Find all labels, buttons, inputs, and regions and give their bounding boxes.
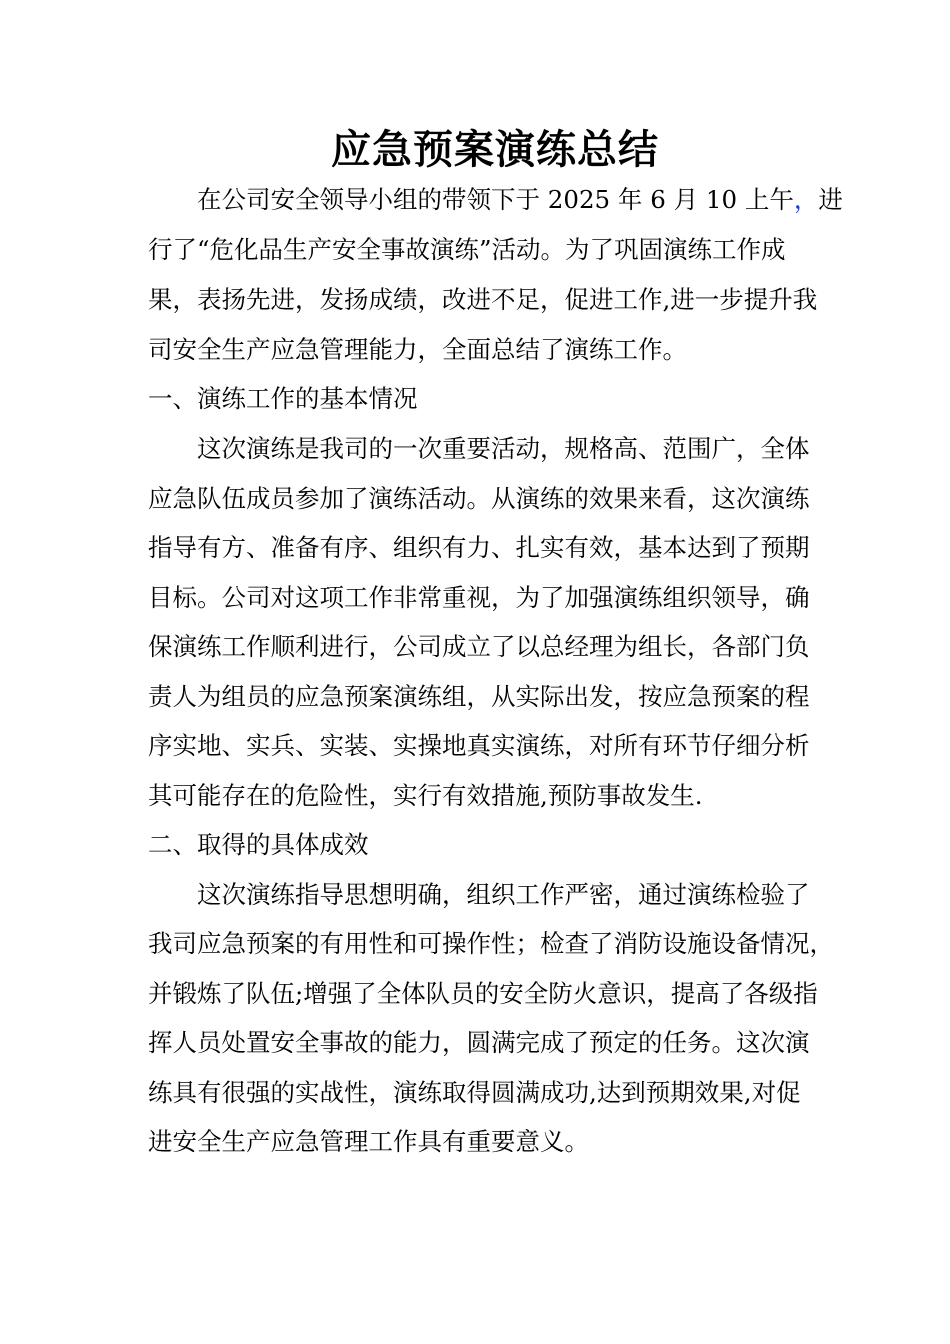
document-title: 应急预案演练总结 [331, 127, 659, 173]
intro-line-2: 行了“危化品生产安全事故演练”活动。为了巩固演练工作成 [148, 235, 786, 264]
section-1-line: 应急队伍成员参加了演练活动。从演练的效果来看，这次演练 [148, 484, 810, 513]
section-1-line: 责人为组员的应急预案演练组，从实际出发，按应急预案的程 [148, 682, 810, 711]
section-1-line: 保演练工作顺利进行，公司成立了以总经理为组长，各部门负 [148, 632, 810, 661]
section-2-line: 我司应急预案的有用性和可操作性；检查了消防设施设备情况， [148, 929, 834, 958]
intro-line-4: 司安全生产应急管理能力，全面总结了演练工作。 [148, 335, 687, 364]
section-1-heading: 一、演练工作的基本情况 [148, 384, 418, 413]
section-1-line: 其可能存在的危险性，实行有效措施,预防事故发生. [148, 781, 703, 810]
section-1-line: 指导有方、准备有序、组织有力、扎实有效，基本达到了预期 [148, 533, 810, 562]
intro-line-3: 果，表扬先进，发扬成绩，改进不足，促进工作,进一步提升我 [148, 285, 818, 314]
section-1-line: 这次演练是我司的一次重要活动，规格高、范围广，全体 [197, 434, 810, 463]
section-1-line: 目标。公司对这项工作非常重视，为了加强演练组织领导，确 [148, 583, 810, 612]
section-2-line: 挥人员处置安全事故的能力，圆满完成了预定的任务。这次演 [148, 1028, 810, 1057]
section-2-line: 练具有很强的实战性，演练取得圆满成功,达到预期效果,对促 [148, 1078, 801, 1107]
intro-line-1-end: 进 [818, 185, 843, 214]
section-1-line: 序实地、实兵、实装、实操地真实演练，对所有环节仔细分析 [148, 731, 810, 760]
section-2-line: 并锻炼了队伍;增强了全体队员的安全防火意识，提高了各级指 [148, 979, 818, 1008]
section-2-line: 进安全生产应急管理工作具有重要意义。 [148, 1127, 589, 1156]
intro-line-1-comma: ， [793, 185, 819, 214]
intro-line-1-text: 在公司安全领导小组的带领下于 2025 年 6 月 10 上午 [197, 185, 794, 214]
section-2-heading: 二、取得的具体成效 [148, 830, 369, 859]
section-2-line: 这次演练指导思想明确，组织工作严密，通过演练检验了 [197, 880, 810, 909]
intro-line-1 [197, 185, 843, 215]
